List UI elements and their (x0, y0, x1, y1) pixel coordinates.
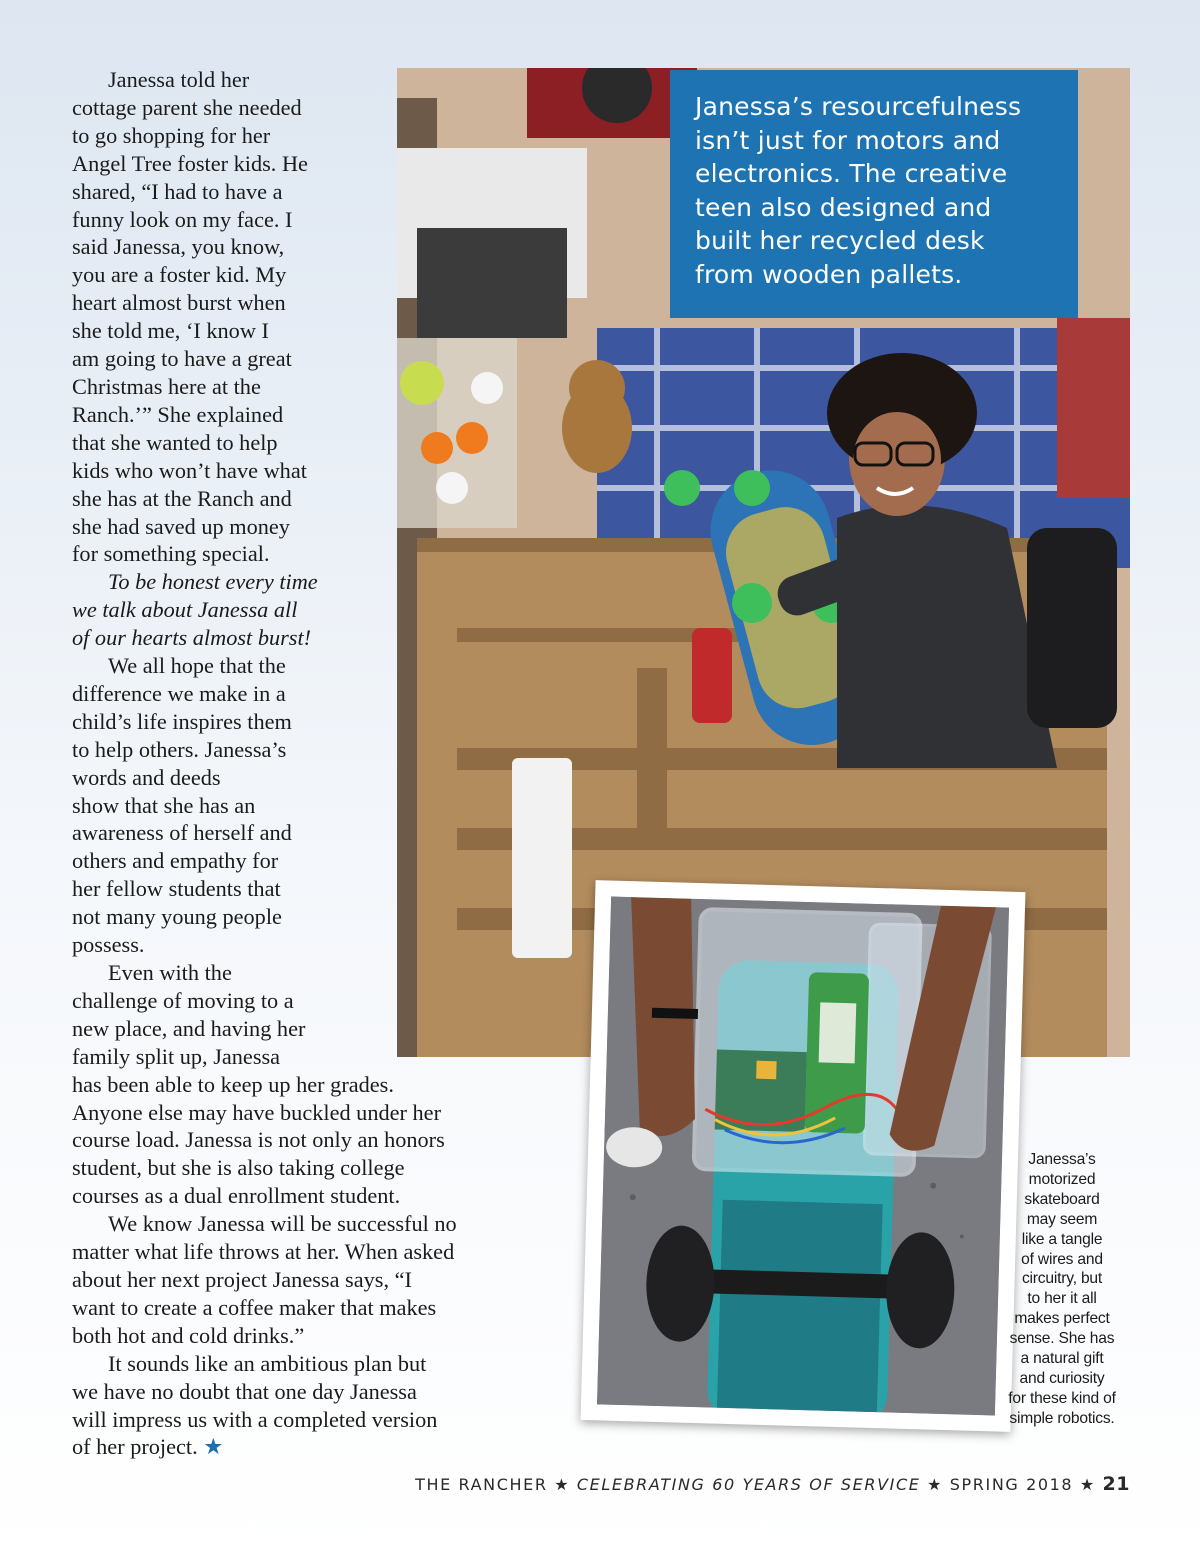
body-line (72, 1126, 592, 1154)
callout-line: teen also designed and (695, 192, 992, 222)
caption-line: skateboard (1024, 1190, 1100, 1208)
body-line (72, 1266, 592, 1294)
inset-photo-caption (994, 1150, 1130, 1429)
body-line-text: words and deeds (72, 764, 221, 790)
body-line-text: said Janessa, you know, (72, 234, 285, 260)
body-line-text: of her project. (72, 1434, 198, 1460)
callout-line: isn’t just for motors and (695, 125, 1001, 155)
body-line (72, 1322, 592, 1350)
footer-publication: THE RANCHER (415, 1475, 548, 1494)
photo-callout (670, 70, 1078, 318)
body-line-text: for something special. (72, 541, 270, 567)
body-line-text: we have no doubt that one day Janessa (72, 1378, 417, 1404)
caption-line: sense. She has (1009, 1330, 1115, 1348)
body-line (72, 1071, 592, 1099)
inset-photo (597, 897, 1009, 1416)
callout-line: Janessa’s resourcefulness (695, 92, 1022, 121)
body-line-text: We all hope that the (108, 653, 286, 679)
body-line-text: kids who won’t have what (72, 457, 307, 483)
body-line-text: possess. (72, 932, 145, 958)
body-line-text: want to create a coffee maker that makes (72, 1294, 437, 1320)
caption-line: simple robotics. (1009, 1409, 1115, 1427)
body-line-text: show that she has an (72, 792, 256, 818)
body-line (72, 1238, 592, 1266)
body-line-text: We know Janessa will be successful no (108, 1211, 457, 1237)
page-footer (415, 1473, 1130, 1495)
body-line-text: to go shopping for her (72, 122, 271, 148)
body-line-text: Angel Tree foster kids. He (72, 150, 308, 176)
body-line-text: funny look on my face. I (72, 206, 293, 232)
body-line-text: family split up, Janessa (72, 1043, 281, 1069)
body-line-text: challenge of moving to a (72, 987, 294, 1013)
body-line-text: others and empathy for (72, 848, 279, 874)
body-line-text: am going to have a great (72, 346, 292, 372)
callout-line: built her recycled desk (695, 226, 985, 256)
end-star-icon: ★ (203, 1434, 224, 1460)
body-line-text: difference we make in a (72, 680, 286, 706)
caption-line: of wires and (1021, 1250, 1103, 1268)
body-line (72, 1433, 592, 1461)
page-number: 21 (1102, 1473, 1130, 1495)
body-line-text: she told me, ‘I know I (72, 318, 269, 344)
footer-separator: ★ (927, 1475, 944, 1494)
body-line (72, 1210, 592, 1238)
body-line-text: cottage parent she needed (72, 94, 302, 120)
body-line-text: we talk about Janessa all (72, 597, 298, 623)
body-line-text: Anyone else may have buckled under her (72, 1099, 441, 1125)
callout-line: from wooden pallets. (695, 259, 963, 289)
body-line (72, 1294, 592, 1322)
body-line-text: not many young people (72, 904, 282, 930)
body-line-text: shared, “I had to have a (72, 178, 283, 204)
body-line-text: has been able to keep up her grades. (72, 1071, 394, 1097)
body-line (72, 1406, 592, 1434)
caption-line: for these kind of (1008, 1389, 1116, 1407)
body-line-text: awareness of herself and (72, 820, 292, 846)
caption-line: a natural gift (1020, 1350, 1104, 1368)
caption-line: and curiosity (1019, 1369, 1105, 1387)
body-line-text: about her next project Janessa says, “I (72, 1266, 412, 1292)
caption-line: like a tangle (1021, 1230, 1103, 1248)
body-line-text: both hot and cold drinks.” (72, 1322, 305, 1348)
body-line-text: courses as a dual enrollment student. (72, 1183, 401, 1209)
body-line-text: course load. Janessa is not only an honors (72, 1127, 445, 1153)
body-line-text: matter what life throws at her. When asked (72, 1239, 455, 1265)
body-line-text: It sounds like an ambitious plan but (108, 1350, 427, 1376)
footer-issue: SPRING 2018 (949, 1475, 1074, 1494)
caption-line: to her it all (1027, 1290, 1097, 1308)
body-line-text: student, but she is also taking college (72, 1155, 405, 1181)
body-line-text: you are a foster kid. My (72, 262, 287, 288)
body-line (72, 1182, 592, 1210)
body-line (72, 1154, 592, 1182)
body-line-text: she has at the Ranch and (72, 485, 292, 511)
body-line-text: her fellow students that (72, 876, 281, 902)
body-line-text: of our hearts almost burst! (72, 625, 312, 651)
caption-line: makes perfect (1014, 1310, 1110, 1328)
inset-photo-illustration (597, 897, 1009, 1416)
footer-separator: ★ (554, 1475, 571, 1494)
caption-line: may seem (1026, 1210, 1098, 1228)
callout-line: electronics. The creative (695, 159, 1008, 189)
body-line-text: will impress us with a completed version (72, 1406, 438, 1432)
body-line-text: Ranch.’” She explained (72, 401, 284, 427)
body-line-text: child’s life inspires them (72, 708, 292, 734)
body-line-text: new place, and having her (72, 1015, 306, 1041)
body-line-text: to help others. Janessa’s (72, 736, 287, 762)
body-line (72, 1350, 592, 1378)
caption-line: Janessa’s (1028, 1151, 1096, 1168)
body-line-text: Even with the (108, 960, 232, 985)
body-line-text: heart almost burst when (72, 290, 286, 316)
footer-tagline: CELEBRATING 60 YEARS OF SERVICE (576, 1475, 921, 1494)
body-line-text: she had saved up money (72, 513, 290, 539)
footer-separator: ★ (1079, 1475, 1096, 1494)
body-line-text: Christmas here at the (72, 373, 261, 399)
body-line (72, 1099, 592, 1127)
caption-line: motorized (1028, 1170, 1096, 1188)
body-line (72, 1378, 592, 1406)
body-line-text: Janessa told her (108, 67, 250, 92)
body-line-text: To be honest every time (108, 569, 318, 595)
caption-line: circuitry, but (1021, 1270, 1103, 1288)
body-line-text: that she wanted to help (72, 429, 278, 455)
inset-photo-frame (581, 880, 1026, 1432)
